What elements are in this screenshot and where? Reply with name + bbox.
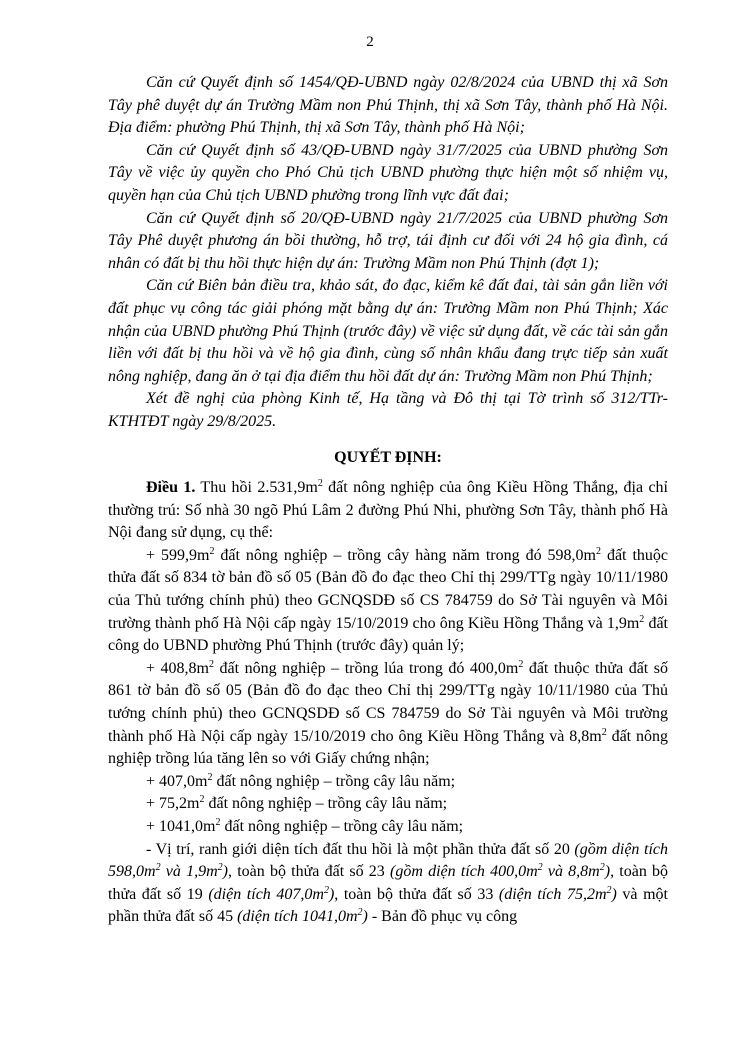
text-run: ) [362, 908, 368, 926]
superscript: 2 [323, 884, 329, 896]
land-item-2 [108, 658, 668, 771]
text-run: đất nông nghiệp trồng lúa tăng lên so với Giấy chứng nhận; [108, 727, 669, 768]
italic-run [208, 886, 334, 903]
text-run: , toàn bộ thửa đất số 19 [108, 863, 669, 903]
superscript: 2 [199, 794, 205, 806]
superscript: 2 [207, 771, 213, 783]
text-run: và 1,9m [160, 863, 218, 881]
text-run: - Vị trí, ranh giới diện tích đất thu hồi là một phần thửa đất số 20 [146, 840, 575, 858]
superscript: 2 [215, 817, 221, 828]
text-run: + 1041,0m [146, 818, 216, 835]
superscript: 2 [518, 658, 524, 670]
text-run: ) [222, 863, 228, 881]
superscript: 2 [606, 884, 612, 896]
land-item-4 [108, 793, 668, 816]
text-run: (gồm diện tích 400,0m [390, 863, 538, 881]
italic-run [499, 886, 617, 903]
italic-run [390, 863, 610, 880]
preamble-paragraph: Xét đề nghị của phòng Kinh tế, Hạ tầng và Đô thị tại Tờ trình số 312/TTr-KTHTĐT ngày 29/8/2025. [108, 390, 668, 430]
text-run: và một phần thửa đất số 45 [108, 885, 668, 926]
text-run: ) [611, 885, 617, 903]
text-run: Thu hồi 2.531,9m [195, 479, 318, 497]
text-run: + 75,2m [146, 795, 200, 813]
land-item-3 [108, 771, 668, 794]
text-run: + 408,8m [146, 659, 209, 677]
superscript: 2 [599, 862, 605, 874]
article-1-label: Điều 1. [146, 479, 196, 497]
superscript: 2 [209, 545, 215, 557]
text-run: (diện tích 407,0m [208, 885, 324, 903]
location-paragraph [108, 839, 668, 929]
preamble-paragraph: Căn cứ Quyết định số 20/QĐ-UBND ngày 21/7/2025 của UBND phường Sơn Tây Phê duyệt phương án bồi thường, hỗ trợ, tái định cư đối với 24 hộ gia đình, cá nhân có đất bị thu hồi thực hiện dự án: Trường Mầm non Phú Thịnh (đợt 1); [108, 209, 668, 272]
text-run: đất công do UBND phường Phú Thịnh (trước đây) quản lý; [108, 614, 668, 655]
land-item-5 [108, 816, 668, 839]
text-run: , toàn bộ thửa đất số 23 [227, 863, 391, 881]
text-run: đất nông nghiệp – trồng lúa trong đó 400,0m [214, 659, 519, 677]
text-run: + 407,0m [146, 772, 208, 790]
text-run: và 8,8m [542, 863, 600, 881]
preamble-paragraph: Căn cứ Quyết định số 43/QĐ-UBND ngày 31/7/2025 của UBND phường Sơn Tây về việc ủy quyền cho Phó Chủ tịch UBND phường thực hiện một số nhiệm vụ, quyền hạn của Chủ tịch UBND phường trong lĩnh vực đất đai; [108, 141, 668, 204]
text-run: ) [328, 885, 335, 903]
document-body [108, 72, 668, 929]
text-run: (diện tích 1041,0m [237, 908, 358, 926]
text-run: (diện tích 75,2m [498, 885, 607, 903]
article-1-paragraph [108, 477, 668, 545]
text-run: đất nông nghiệp – trồng cây hàng năm trong đó 598,0m [214, 546, 596, 564]
superscript: 2 [209, 658, 214, 670]
text-run: (gồm diện tích 598,0m [108, 840, 669, 881]
superscript: 2 [217, 862, 223, 874]
text-run: đất thuộc thửa đất số 861 tờ bản đồ số 05 (Bản đồ đo đạc theo Chỉ thị 299/TTg ngày 10/11/1980 của Thủ tướng chính phủ) theo GCNQSDĐ số CS 784759 do Sở Tài nguyên và Môi trường thành phố Hà Nội cấp ngày 15/10/2019 cho ông Kiều Hồng Thắng và 8,8m [108, 659, 668, 745]
superscript: 2 [639, 613, 645, 625]
text-run: đất thuộc thửa đất số 834 tờ bản đồ số 05 (Bản đồ đo đạc theo Chỉ thị 299/TTg ngày 10/11/1980 của Thủ tướng chính phủ) theo GCNQSDĐ số CS 784759 do Sở Tài nguyên và Môi trường thành phố Hà Nội cấp ngày 15/10/2019 cho ông Kiều Hồng Thắng và 1,9m [108, 546, 669, 632]
text-run: ) [604, 863, 611, 881]
preamble-paragraph: Căn cứ Biên bản điều tra, khảo sát, đo đạc, kiểm kê đất đai, tài sản gắn liền với đất phục vụ công tác giải phóng mặt bằng dự án: Trường Mầm non Phú Thịnh; Xác nhận của UBND phường Phú Thịnh (trước đây) về việc sử dụng đất, về các tài sản gắn liền với đất bị thu hồi và về hộ gia đình, cùng số nhân khẩu đang trực tiếp sản xuất nông nghiệp, đang ăn ở tại địa điểm thu hồi đất dự án: Trường Mầm non Phú Thịnh; [108, 277, 668, 385]
text-run: đất nông nghiệp – trồng cây lâu năm; [220, 818, 464, 835]
italic-run [237, 908, 368, 925]
superscript: 2 [595, 545, 601, 557]
page-number: 2 [366, 34, 374, 50]
superscript: 2 [537, 862, 543, 874]
text-run: - Bản đồ phục vụ công [367, 908, 518, 926]
text-run: đất nông nghiệp của ông Kiều Hồng Thắng, địa chỉ thường trú: Số nhà 30 ngõ Phú Lâm 2 đường Phú Nhi, phường Sơn Tây, thành phố Hà Nội đang sử dụng, cụ thể: [108, 479, 669, 542]
superscript: 2 [601, 726, 607, 738]
superscript: 2 [357, 907, 363, 919]
superscript: 2 [317, 478, 323, 490]
decision-heading: QUYẾT ĐỊNH: [334, 448, 442, 466]
text-run: , toàn bộ thửa đất số 33 [334, 885, 499, 903]
text-run: đất nông nghiệp – trồng cây lâu năm; [212, 772, 456, 790]
superscript: 2 [155, 862, 161, 874]
text-run: + 599,9m [146, 546, 210, 564]
text-run: đất nông nghiệp – trồng cây lâu năm; [204, 795, 448, 813]
preamble-paragraph: Căn cứ Quyết định số 1454/QĐ-UBND ngày 02/8/2024 của UBND thị xã Sơn Tây phê duyệt dự án Trường Mầm non Phú Thịnh, thị xã Sơn Tây, thành phố Hà Nội. Địa điểm: phường Phú Thịnh, thị xã Sơn Tây, thành phố Hà Nội; [108, 74, 668, 137]
land-item-1 [108, 545, 668, 658]
